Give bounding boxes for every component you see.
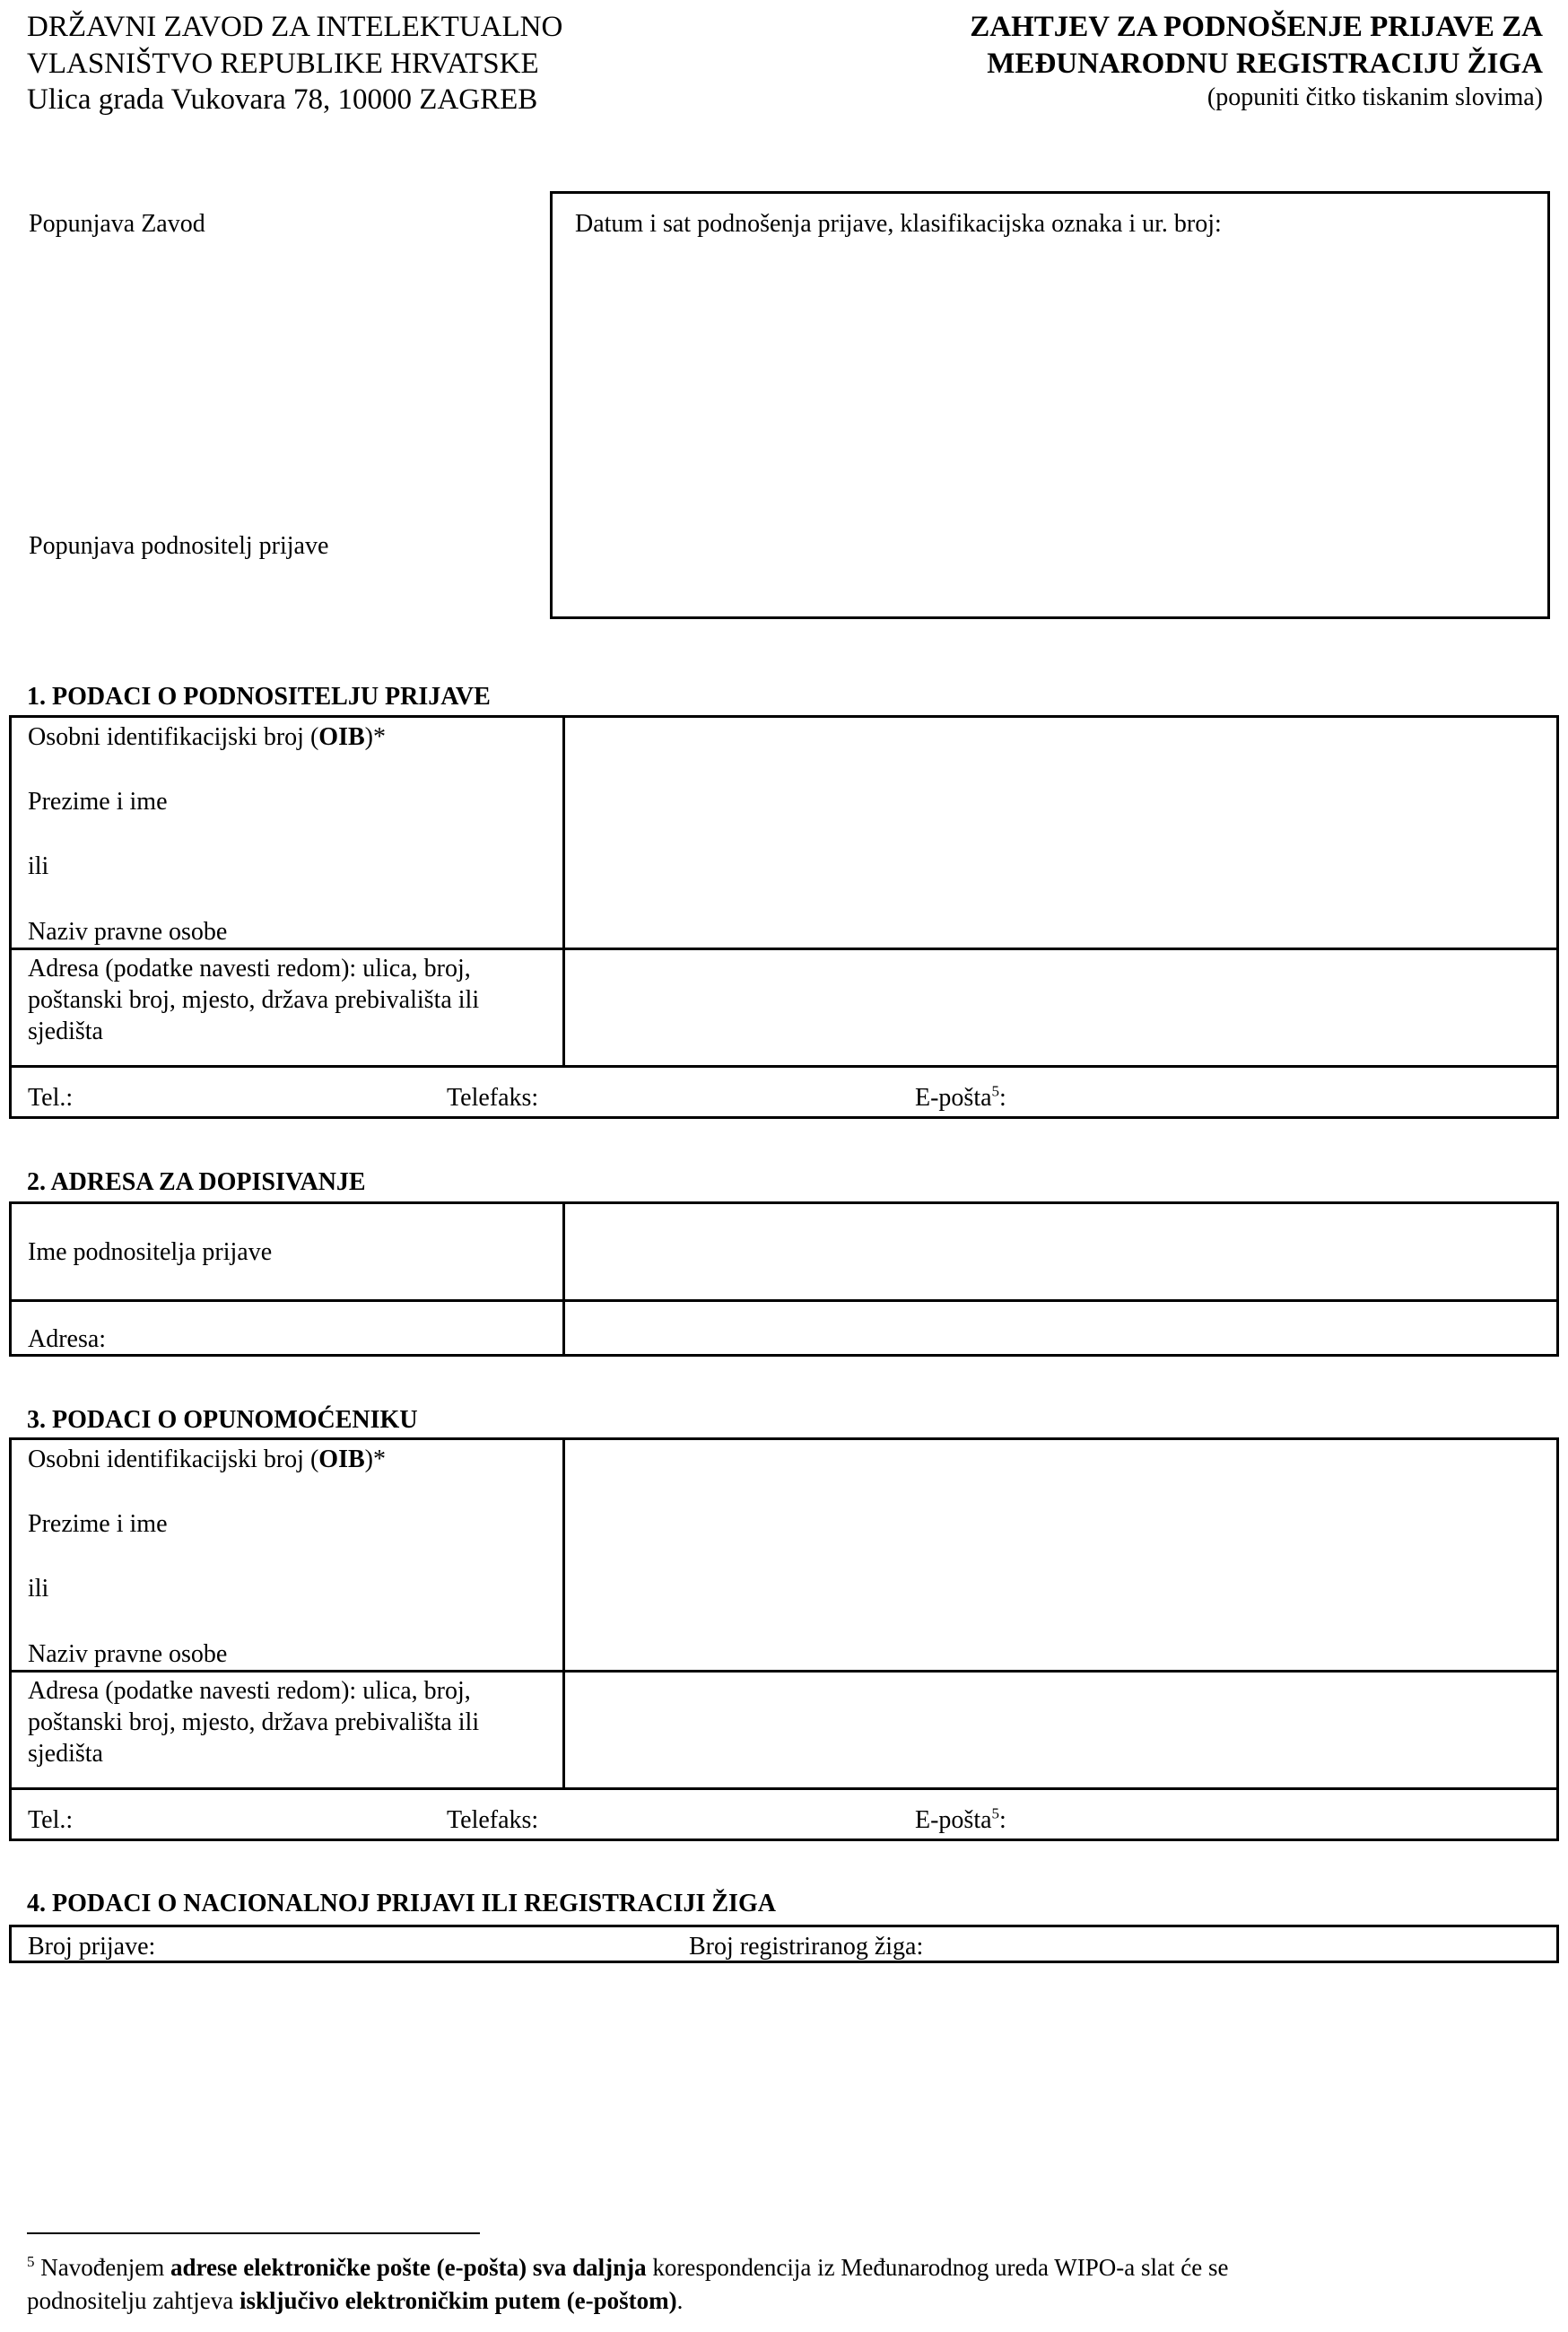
application-number-field[interactable]: Broj prijave: xyxy=(28,1933,156,1961)
office-name-line-1: DRŽAVNI ZAVOD ZA INTELEKTUALNO xyxy=(27,11,563,43)
rep-name-field[interactable] xyxy=(577,1444,1555,1666)
correspondence-address-field[interactable] xyxy=(577,1305,1555,1354)
name-label: Prezime i ime xyxy=(28,788,168,816)
section2-heading: 2. ADRESA ZA DOPISIVANJE xyxy=(27,1168,366,1196)
form-title-line-1: ZAHTJEV ZA PODNOŠENJE PRIJAVE ZA xyxy=(970,11,1543,43)
representative-table xyxy=(9,1437,1559,1841)
correspondent-name-field[interactable] xyxy=(577,1208,1555,1296)
footnote-divider xyxy=(27,2232,480,2234)
rep-oib-label: Osobni identifikacijski broj (OIB)* xyxy=(28,1445,386,1473)
section4-heading: 4. PODACI O NACIONALNOJ PRIJAVI ILI REGISTRACIJI ŽIGA xyxy=(27,1890,776,1917)
office-box-label: Datum i sat podnošenja prijave, klasifikacijska oznaka i ur. broj: xyxy=(575,210,1222,238)
legal-name-label: Naziv pravne osobe xyxy=(28,918,228,946)
footnote-line-1: $^5$ Navođenjem adrese elektroničke pošte (e-pošta) sva daljnja korespondencija iz Međunarodnog ureda WIPO-a slat će se xyxy=(27,2253,1229,2281)
section3-heading: 3. PODACI O OPUNOMOĆENIKU xyxy=(27,1406,418,1434)
applicant-address-field[interactable] xyxy=(577,953,1555,1061)
fax-field[interactable]: Telefaks: xyxy=(447,1084,539,1112)
office-use-box xyxy=(550,191,1550,619)
rep-email-field[interactable]: E-pošta$^5$: xyxy=(915,1804,1006,1834)
applicant-fill-label: Popunjava podnositelj prijave xyxy=(29,532,329,560)
rep-tel-field[interactable]: Tel.: xyxy=(28,1806,74,1834)
section1-heading: 1. PODACI O PODNOSITELJU PRIJAVE xyxy=(27,683,491,711)
correspondence-address-label: Adresa: xyxy=(28,1325,107,1353)
office-address: Ulica grada Vukovara 78, 10000 ZAGREB xyxy=(27,83,538,116)
rep-name-label: Prezime i ime xyxy=(28,1510,168,1538)
office-fill-label: Popunjava Zavod xyxy=(29,210,205,238)
tel-field[interactable]: Tel.: xyxy=(28,1084,74,1112)
address-label: Adresa (podatke navesti redom): ulica, broj, poštanski broj, mjesto, država prebivališta ili sjedišta xyxy=(28,955,480,1045)
national-application-table xyxy=(9,1925,1559,1963)
form-title-line-2: MEĐUNARODNU REGISTRACIJU ŽIGA xyxy=(987,48,1543,80)
rep-legal-name-label: Naziv pravne osobe xyxy=(28,1640,228,1668)
correspondence-table xyxy=(9,1201,1559,1357)
correspondent-name-label: Ime podnositelja prijave xyxy=(28,1238,273,1266)
office-name-line-2: VLASNIŠTVO REPUBLIKE HRVATSKE xyxy=(27,48,539,80)
rep-or-label: ili xyxy=(28,1575,49,1603)
registration-number-field[interactable]: Broj registriranog žiga: xyxy=(689,1933,924,1961)
rep-address-field[interactable] xyxy=(577,1675,1555,1783)
applicant-table xyxy=(9,715,1559,1119)
rep-fax-field[interactable]: Telefaks: xyxy=(447,1806,539,1834)
form-subtitle: (popuniti čitko tiskanim slovima) xyxy=(1206,83,1543,111)
applicant-name-field[interactable] xyxy=(577,721,1555,944)
rep-address-label: Adresa (podatke navesti redom): ulica, broj, poštanski broj, mjesto, država prebivališta ili sjedišta xyxy=(28,1677,480,1768)
footnote-line-2: podnositelju zahtjeva isključivo elektroničkim putem (e-poštom). xyxy=(27,2287,684,2314)
oib-label: Osobni identifikacijski broj (OIB)* xyxy=(28,723,386,751)
email-field[interactable]: E-pošta$^5$: xyxy=(915,1082,1006,1112)
or-label: ili xyxy=(28,852,49,880)
